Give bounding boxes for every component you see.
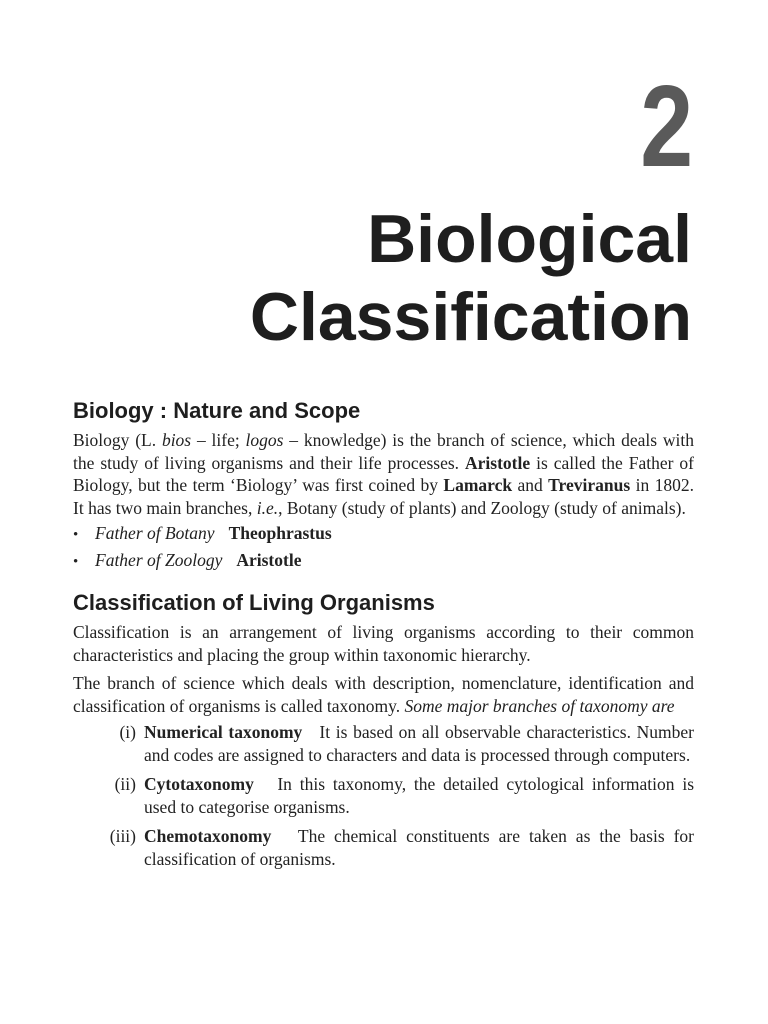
bullet-label: Father of Botany [95,523,215,543]
item-term: Chemotaxonomy [144,826,272,846]
item-term: Numerical taxonomy [144,722,303,742]
text-run: is called the Father of Biology, but the term ‘Biology’ was first coined by [73,452,694,495]
taxonomy-paragraph [73,672,694,717]
item-number: (iii) [109,826,136,846]
bullet-value: Aristotle [236,550,302,570]
item-text: The chemical constituents are taken as the basis for classification of organisms. [144,826,694,869]
list-item [73,521,694,548]
list-item [73,548,694,575]
term-bios: bios [161,430,192,450]
chapter-title-line-1: Biological [367,201,692,277]
item-term: Cytotaxonomy [144,774,254,794]
text-run: and [512,475,549,495]
fathers-list [73,521,694,575]
biology-paragraph [73,429,694,519]
list-item [73,825,694,870]
text-run: The branch of science which deals with description, nomenclature, identification and classification of organisms is called taxonomy. [73,673,694,716]
item-number: (ii) [114,774,136,794]
classification-paragraph: Classification is an arrangement of living organisms according to their common characteristics and placing the group within taxonomic hierarchy. [73,622,694,665]
section-heading-biology: Biology : Nature and Scope [73,398,361,423]
chapter-number: 2 [640,61,692,191]
bullet-icon: • [73,527,79,543]
item-text: It is based on all observable characteristics. Number and codes are assigned to characters and data is processed through computers. [144,722,694,765]
bullet-icon: • [73,554,79,570]
item-text: In this taxonomy, the detailed cytological information is used to categorise organisms. [144,774,695,817]
bullet-value: Theophrastus [228,523,332,543]
taxonomy-branches-list [73,721,694,870]
section-heading-classification: Classification of Living Organisms [73,590,435,615]
list-item [73,773,694,818]
name-treviranus: Treviranus [548,475,631,495]
taxonomy-branches-intro: Some major branches of taxonomy are [404,695,675,716]
text-run: – knowledge) is the branch of science, which deals with the study of living organisms and their life processes. [73,430,694,473]
name-lamarck: Lamarck [443,475,513,495]
bullet-label: Father of Zoology [95,550,223,570]
abbrev-ie: i.e. [256,497,279,518]
text-run: , Botany (study of plants) and Zoology (study of animals). [278,497,686,518]
chapter-title [250,200,692,356]
text-run: Biology (L. [73,430,162,450]
term-logos: logos [245,430,284,450]
name-aristotle: Aristotle [465,452,531,473]
chapter-content [73,397,694,870]
list-item [73,721,694,766]
text-run: in 1802. It has two main branches, [73,475,694,518]
text-run: – life; [191,430,246,450]
item-number: (i) [119,722,136,742]
chapter-title-line-2: Classification [249,279,692,355]
